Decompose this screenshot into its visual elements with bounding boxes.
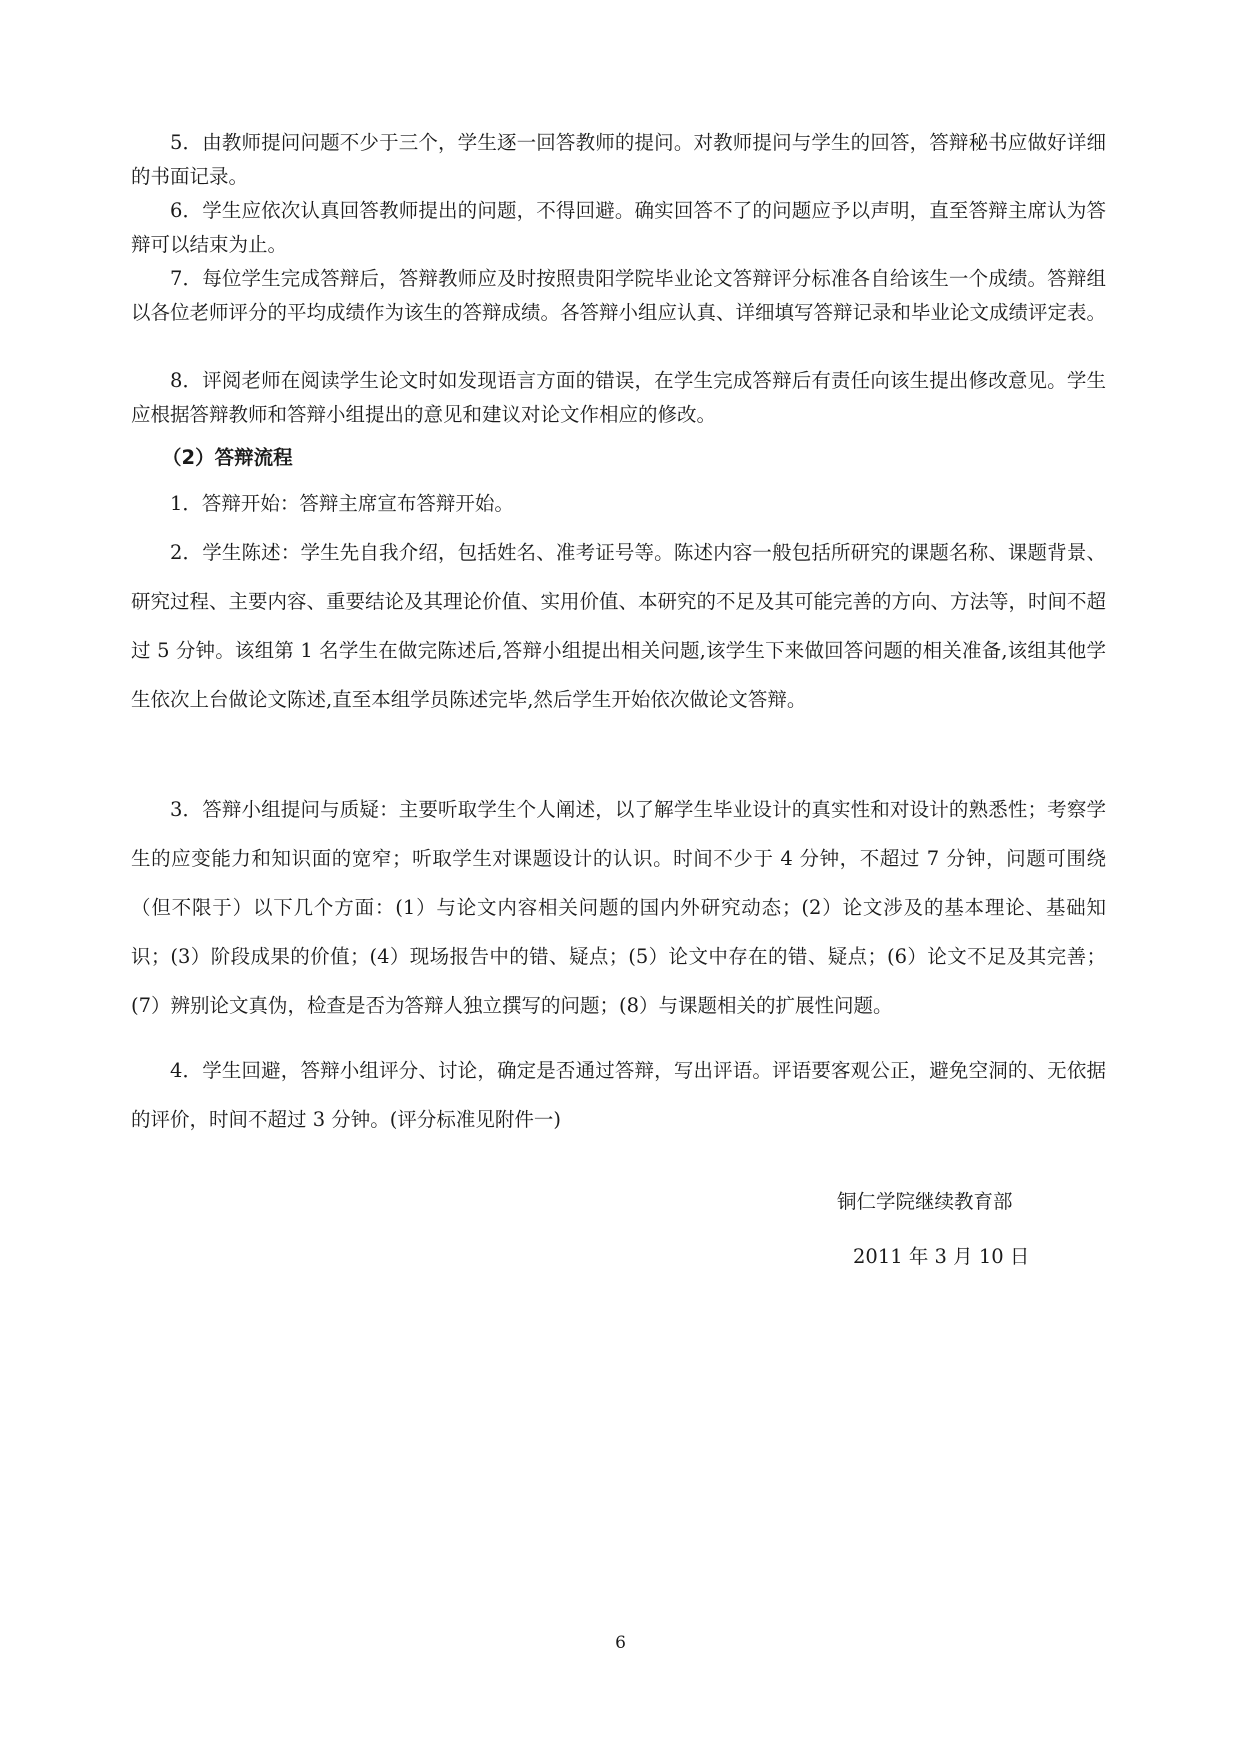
process-step-1: 1．答辩开始：答辩主席宣布答辩开始。 [170,492,514,515]
signature-date: 2011 年 3 月 10 日 [853,1245,1030,1268]
rule-paragraph-7: 7．每位学生完成答辩后，答辩教师应及时按照贵阳学院毕业论文答辩评分标准各自给该生一个成绩。答辩组以各位老师评分的平均成绩作为该生的答辩成绩。各答辩小组应认真、详细填写答辩记录和毕业论文成绩评定表。 [131,267,1107,324]
rule-paragraph-5: 5．由教师提问问题不少于三个，学生逐一回答教师的提问。对教师提问与学生的回答，答辩秘书应做好详细的书面记录。 [131,131,1106,188]
process-step-3: 3．答辩小组提问与质疑：主要听取学生个人阐述，以了解学生毕业设计的真实性和对设计的熟悉性；考察学生的应变能力和知识面的宽窄；听取学生对课题设计的认识。时间不少于 4 分钟，不超过 7 分钟，问题可围绕（但不限于）以下几个方面：(1）与论文内容相关问题的国内外研究动态；(2）论文涉及的基本理论、基础知识；(3）阶段成果的价值；(4）现场报告中的错、疑点；(5）论文中存在的错、疑点；(6）论文不足及其完善；(7）辨别论文真伪，检查是否为答辩人独立撰写的问题；(8）与课题相关的扩展性问题。 [131,798,1106,1017]
rule-paragraph-8: 8．评阅老师在阅读学生论文时如发现语言方面的错误，在学生完成答辩后有责任向该生提出修改意见。学生应根据答辩教师和答辩小组提出的意见和建议对论文作相应的修改。 [131,369,1106,426]
signature-organization: 铜仁学院继续教育部 [837,1190,1013,1213]
process-step-4: 4．学生回避，答辩小组评分、讨论，确定是否通过答辩，写出评语。评语要客观公正，避免空洞的、无依据的评价，时间不超过 3 分钟。(评分标准见附件一) [131,1059,1106,1131]
rule-paragraph-6: 6．学生应依次认真回答教师提出的问题，不得回避。确实回答不了的问题应予以声明，直至答辩主席认为答辩可以结束为止。 [131,199,1106,256]
section-heading: （2）答辩流程 [162,446,293,469]
process-step-2: 2．学生陈述：学生先自我介绍，包括姓名、准考证号等。陈述内容一般包括所研究的课题名称、课题背景、研究过程、主要内容、重要结论及其理论价值、实用价值、本研究的不足及其可能完善的方向、方法等，时间不超过 5 分钟。该组第 1 名学生在做完陈述后,答辩小组提出相关问题,该学生下来做回答问题的相关准备,该组其他学生依次上台做论文陈述,直至本组学员陈述完毕,然后学生开始依次做论文答辩。 [131,541,1107,711]
page-number: 6 [615,1633,626,1653]
